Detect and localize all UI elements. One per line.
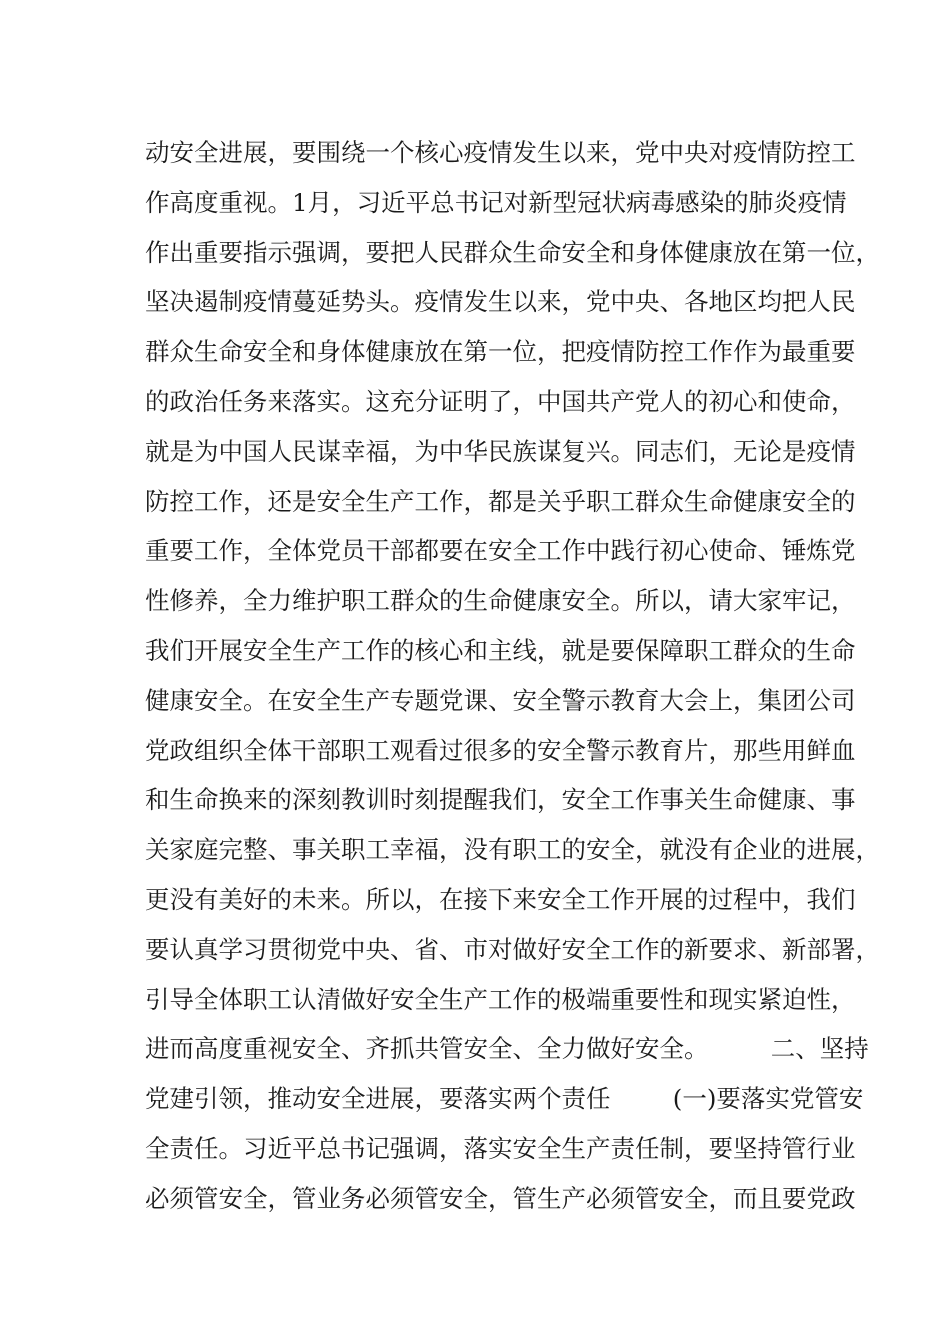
text-line: 就是为中国人民谋幸福，为中华民族谋复兴。同志们，无论是疫情: [145, 436, 856, 466]
text-line: 进而高度重视安全、齐抓共管安全、全力做好安全。 二、坚持: [145, 1034, 869, 1064]
text-line: 我们开展安全生产工作的核心和主线，就是要保障职工群众的生命: [145, 635, 856, 665]
text-line: 党政组织全体干部职工观看过很多的安全警示教育片，那些用鲜血: [145, 735, 856, 765]
text-line: 重要工作，全体党员干部都要在安全工作中践行初心使命、锤炼党: [145, 536, 856, 566]
text-line: 要认真学习贯彻党中央、省、市对做好安全工作的新要求、新部署，: [145, 934, 880, 964]
text-line: 作出重要指示强调，要把人民群众生命安全和身体健康放在第一位，: [145, 237, 880, 267]
text-line: 性修养，全力维护职工群众的生命健康安全。所以，请大家牢记，: [145, 586, 856, 616]
text-line: 的政治任务来落实。这充分证明了，中国共产党人的初心和使命，: [145, 386, 856, 416]
text-line: 作高度重视。1月，习近平总书记对新型冠状病毒感染的肺炎疫情: [145, 187, 847, 217]
text-line: 引导全体职工认清做好安全生产工作的极端重要性和现实紧迫性，: [145, 984, 856, 1014]
text-line: 健康安全。在安全生产专题党课、安全警示教育大会上，集团公司: [145, 685, 856, 715]
text-line: 更没有美好的未来。所以，在接下来安全工作开展的过程中，我们: [145, 884, 856, 914]
text-line: 防控工作，还是安全生产工作，都是关乎职工群众生命健康安全的: [145, 486, 856, 516]
text-line: 必须管安全，管业务必须管安全，管生产必须管安全，而且要党政: [145, 1183, 856, 1213]
text-line: 坚决遏制疫情蔓延势头。疫情发生以来，党中央、各地区均把人民: [145, 287, 856, 317]
text-line: 关家庭完整、事关职工幸福，没有职工的安全，就没有企业的进展，: [145, 835, 880, 865]
text-line: 动安全进展，要围绕一个核心疫情发生以来，党中央对疫情防控工: [145, 138, 856, 167]
text-line: 群众生命安全和身体健康放在第一位，把疫情防控工作作为最重要: [145, 337, 856, 367]
text-line: 和生命换来的深刻教训时刻提醒我们，安全工作事关生命健康、事: [145, 785, 856, 815]
text-line: 党建引领，推动安全进展，要落实两个责任 (一)要落实党管安: [145, 1084, 864, 1114]
text-line: 全责任。习近平总书记强调，落实安全生产责任制，要坚持管行业: [145, 1133, 856, 1163]
body-text: [145, 128, 880, 1224]
